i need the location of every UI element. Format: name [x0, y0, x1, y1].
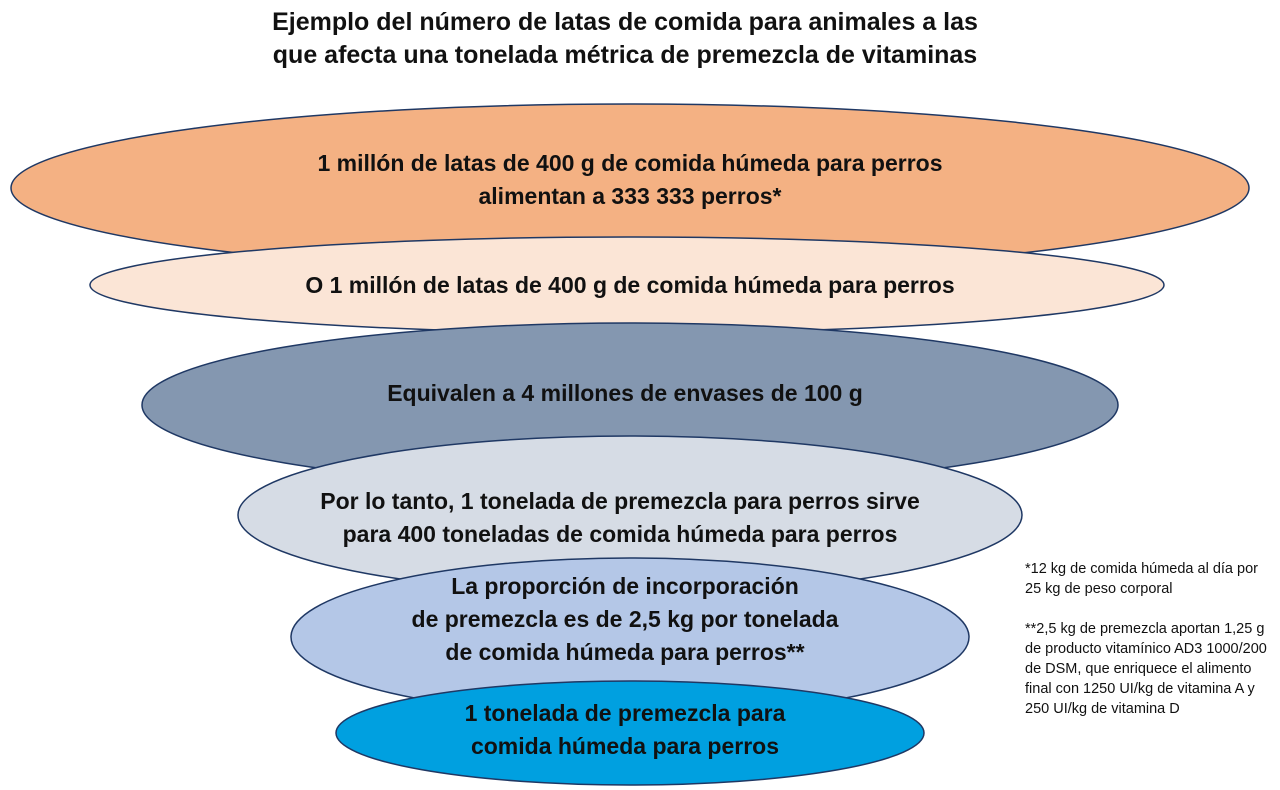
- layer-6-label: [375, 697, 875, 763]
- layer-1-line-1: 1 millón de latas de 400 g de comida húmeda para perros: [317, 150, 943, 176]
- layer-1-label: [130, 144, 1130, 216]
- footnote-2: **2,5 kg de premezcla aportan 1,25 g de producto vitamínico AD3 1000/200 de DSM, que enriquece el alimento final con 1250 UI/kg de vitamina A y 250 UI/kg de vitamina D: [1025, 621, 1267, 717]
- layer-4-line-1: Por lo tanto, 1 tonelada de premezcla para perros sirve: [320, 488, 920, 514]
- layer-2-label: [130, 267, 1130, 303]
- layer-4-label: [230, 483, 1010, 553]
- layer-3-label: [200, 375, 1050, 411]
- footnotes: [1025, 559, 1275, 739]
- layer-3-line-1: Equivalen a 4 millones de envases de 100 g: [387, 379, 863, 406]
- layer-2-line-1: O 1 millón de latas de 400 g de comida húmeda para perros: [305, 271, 955, 298]
- layer-5-label: [325, 568, 925, 670]
- title-line-1: Ejemplo del número de latas de comida para animales a las: [272, 8, 978, 36]
- title-line-2: que afecta una tonelada métrica de premezcla de vitaminas: [272, 41, 978, 69]
- layer-1-line-2: alimentan a 333 333 perros*: [478, 183, 782, 209]
- layer-4-line-2: para 400 toneladas de comida húmeda para perros: [342, 521, 898, 547]
- layer-5-line-3: de comida húmeda para perros**: [445, 638, 805, 665]
- footnote-1: *12 kg de comida húmeda al día por 25 kg de peso corporal: [1025, 561, 1258, 597]
- layer-6-line-1: 1 tonelada de premezcla para: [464, 700, 786, 726]
- layer-5-line-2: de premezcla es de 2,5 kg por tonelada: [411, 605, 839, 632]
- layer-6-line-2: comida húmeda para perros: [470, 733, 780, 759]
- layer-5-line-1: La proporción de incorporación: [451, 572, 799, 599]
